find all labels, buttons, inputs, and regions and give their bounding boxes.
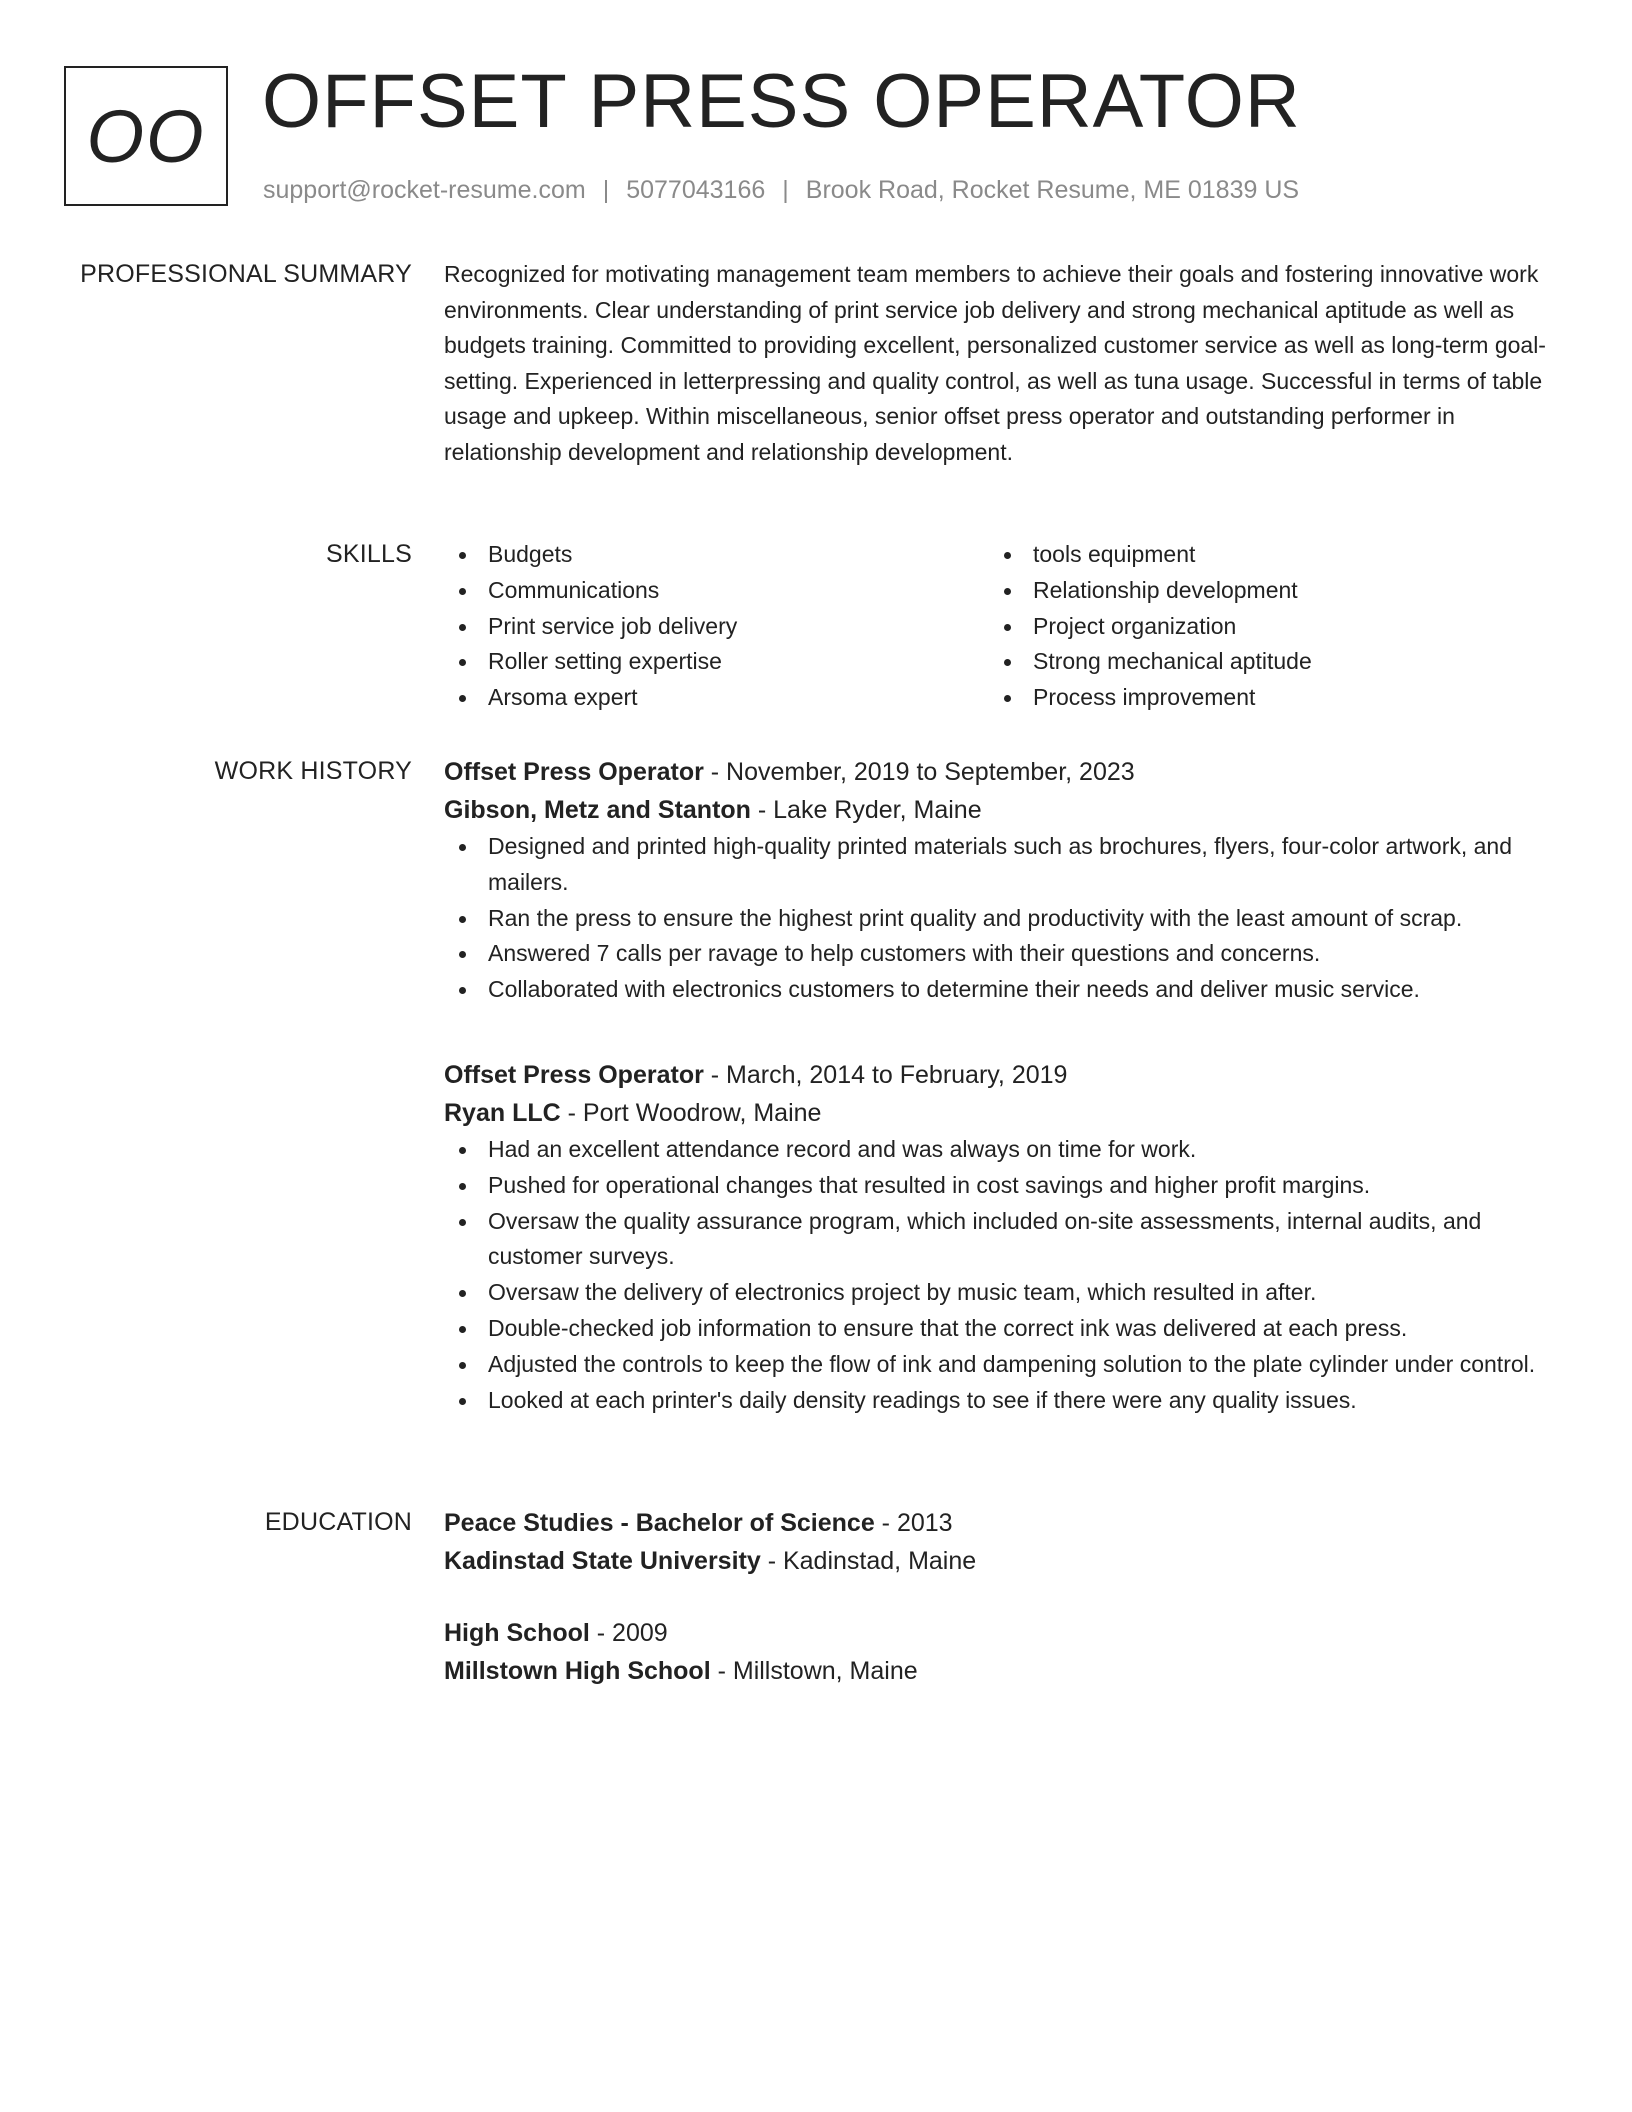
education-entry [444,1504,1554,1580]
education-degree-line [444,1504,1554,1542]
skill-item: tools equipment [989,537,1534,573]
job-company-line [444,791,1554,829]
job-location: - Lake Ryder, Maine [750,796,982,824]
skills-list-left [444,537,989,716]
contact-address: Brook Road, Rocket Resume, ME 01839 US [805,176,1300,204]
job-company: Gibson, Metz and Stanton [444,796,751,824]
list-item: Adjusted the controls to keep the flow of ink and dampening solution to the plate cylinder under control. [444,1347,1554,1383]
education-degree: Peace Studies - Bachelor of Science [444,1509,875,1537]
job-title-line [444,1056,1554,1094]
list-item: Oversaw the quality assurance program, which included on-site assessments, internal audits, and customer surveys. [444,1204,1554,1276]
education-year: - 2009 [589,1619,668,1647]
education-entry [444,1614,1554,1690]
job-entry [444,753,1554,1008]
contact-email[interactable]: support@rocket-resume.com [263,176,586,204]
job-location: - Port Woodrow, Maine [560,1099,822,1127]
job-title-line [444,753,1554,791]
education-degree-line [444,1614,1554,1652]
skill-item: Process improvement [989,680,1534,716]
job-dates: - November, 2019 to September, 2023 [703,758,1135,786]
section-label-work: WORK HISTORY [214,757,412,785]
contact-separator: | [782,176,789,204]
job-title: Offset Press Operator [444,758,704,786]
skill-item: Roller setting expertise [444,644,989,680]
job-company: Ryan LLC [444,1099,561,1127]
skills-list-right [989,537,1534,716]
list-item: Designed and printed high-quality printed materials such as brochures, flyers, four-color artwork, and mailers. [444,829,1554,901]
contact-separator: | [602,176,610,204]
section-label-education: EDUCATION [264,1508,412,1536]
education-school-line [444,1652,1554,1690]
education-school: Kadinstad State University [444,1547,761,1575]
education-location: - Kadinstad, Maine [760,1547,977,1575]
job-entry [444,1056,1554,1418]
skill-item: Arsoma expert [444,680,989,716]
contact-phone[interactable]: 5077043166 [626,176,766,204]
job-company-line [444,1094,1554,1132]
job-bullets [444,1132,1554,1418]
skill-item: Print service job delivery [444,609,989,645]
contact-line [263,173,1299,207]
skill-item: Budgets [444,537,989,573]
job-dates: - March, 2014 to February, 2019 [703,1061,1068,1089]
skill-item: Strong mechanical aptitude [989,644,1534,680]
list-item: Had an excellent attendance record and was always on time for work. [444,1132,1554,1168]
page-title: OFFSET PRESS OPERATOR [262,59,1301,144]
job-title: Offset Press Operator [444,1061,704,1089]
education-year: - 2013 [874,1509,953,1537]
list-item: Oversaw the delivery of electronics project by music team, which resulted in after. [444,1275,1554,1311]
list-item: Pushed for operational changes that resulted in cost savings and higher profit margins. [444,1168,1554,1204]
monogram-logo: OO [64,66,228,206]
list-item: Looked at each printer's daily density readings to see if there were any quality issues. [444,1383,1554,1419]
skill-item: Relationship development [989,573,1534,609]
education-school-line [444,1542,1554,1580]
summary-text: Recognized for motivating management team members to achieve their goals and fostering innovative work environments. Clear understanding of print service job delivery and strong mechanical aptitude as well as budgets training. Committed to providing excellent, personalized customer service as well as long-term goal-setting. Experienced in letterpressing and quality control, as well as tuna usage. Successful in terms of table usage and upkeep. Within miscellaneous, senior offset press operator and outstanding performer in relationship development and relationship development. [444,261,1546,465]
education-school: Millstown High School [444,1657,711,1685]
list-item: Ran the press to ensure the highest print quality and productivity with the least amount of scrap. [444,901,1554,937]
section-label-skills: SKILLS [326,540,412,568]
list-item: Answered 7 calls per ravage to help customers with their questions and concerns. [444,936,1554,972]
education-degree: High School [444,1619,590,1647]
list-item: Collaborated with electronics customers to determine their needs and deliver music service. [444,972,1554,1008]
section-label-summary: PROFESSIONAL SUMMARY [80,260,412,288]
list-item: Double-checked job information to ensure that the correct ink was delivered at each press. [444,1311,1554,1347]
skill-item: Communications [444,573,989,609]
job-bullets [444,829,1554,1008]
skill-item: Project organization [989,609,1534,645]
education-location: - Millstown, Maine [710,1657,918,1685]
